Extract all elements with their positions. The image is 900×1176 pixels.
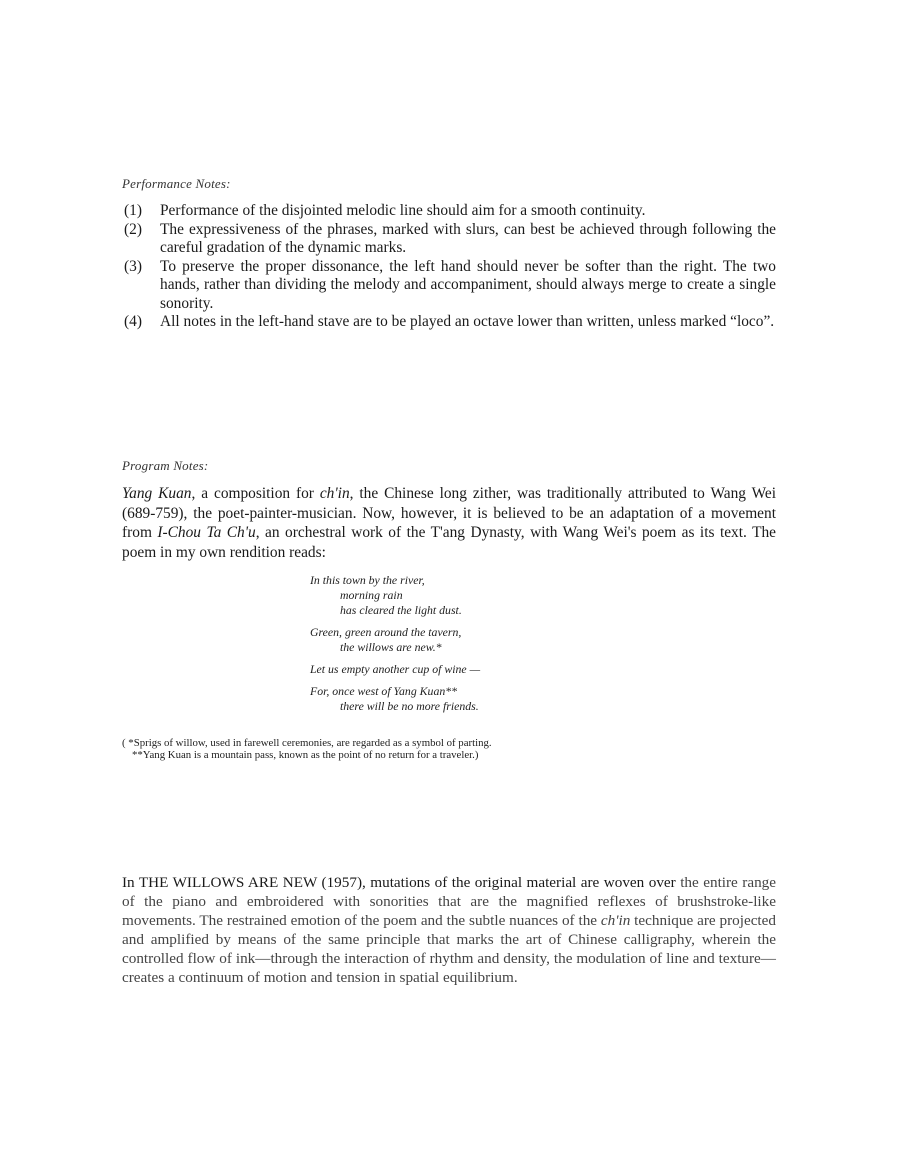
poem-line: Green, green around the tavern, bbox=[310, 625, 462, 639]
item-text: All notes in the left-hand stave are to be played an octave lower than written, unless marked “loco”. bbox=[160, 313, 775, 330]
item-number: (4) bbox=[124, 313, 142, 330]
footnote: ( *Sprigs of willow, used in farewell ceremonies, are regarded as a symbol of parting. bbox=[122, 737, 492, 749]
footnote: **Yang Kuan is a mountain pass, known as the point of no return for a traveler.) bbox=[132, 749, 479, 761]
poem-line: there will be no more friends. bbox=[340, 699, 479, 713]
program-notes-heading: Program Notes: bbox=[122, 458, 209, 473]
item-number: (1) bbox=[124, 202, 142, 219]
program-notes-paragraph bbox=[122, 484, 776, 562]
poem-line: In this town by the river, bbox=[310, 573, 425, 587]
item-text: The expressiveness of the phrases, marked with slurs, can best be achieved through following the careful gradation of the dynamic marks. bbox=[160, 220, 776, 256]
poem-stanza bbox=[310, 573, 630, 618]
footnotes bbox=[122, 737, 642, 761]
poem-stanza bbox=[310, 625, 630, 655]
poem-line: the willows are new.* bbox=[340, 640, 442, 654]
poem-stanza bbox=[310, 684, 630, 714]
item-number: (3) bbox=[124, 257, 142, 275]
poem-line: has cleared the light dust. bbox=[340, 603, 462, 617]
list-item bbox=[124, 313, 776, 332]
text-run: , an orchestral work of the T'ang Dynasty, with Wang Wei's poem as its text. The poem in my own rendition reads: bbox=[122, 524, 776, 561]
text-run: , the Chinese long zither, was traditionally attributed to Wang Wei (689-759), the poet-painter-musician. Now, however, it is believed to be an adaptation of a movement from bbox=[122, 485, 776, 541]
poem-stanza bbox=[310, 662, 630, 677]
list-item bbox=[124, 202, 776, 221]
item-text: Performance of the disjointed melodic line should aim for a smooth continuity. bbox=[160, 202, 646, 219]
title-i-chou-ta-chu: I-Chou Ta Ch'u bbox=[157, 524, 256, 541]
list-item bbox=[124, 221, 776, 258]
list-item bbox=[124, 258, 776, 314]
item-text: To preserve the proper dissonance, the left hand should never be softer than the right. The two hands, rather than dividing the melody and accompaniment, should always merge to create a single sonority. bbox=[160, 257, 776, 312]
poem-line: Let us empty another cup of wine — bbox=[310, 662, 481, 676]
poem-line: morning rain bbox=[340, 588, 403, 602]
text-run: , a composition for bbox=[191, 485, 320, 502]
essay-paragraph bbox=[122, 874, 776, 987]
performance-notes-list bbox=[124, 202, 776, 332]
poem bbox=[310, 573, 630, 721]
performance-notes-heading: Performance Notes: bbox=[122, 176, 231, 191]
item-number: (2) bbox=[124, 220, 142, 238]
term-chin: ch'in bbox=[319, 485, 350, 502]
poem-line: For, once west of Yang Kuan** bbox=[310, 684, 458, 698]
text-run: the entire range of the piano and embroidered with sonorities that are the magnified reflexes of brushstroke-like movements. The restrained emotion of the poem and the subtle nuances of the bbox=[122, 874, 777, 929]
term-chin: ch'in bbox=[600, 911, 631, 929]
essay-lead: In THE WILLOWS ARE NEW (1957), mutations of the original material are woven over bbox=[122, 874, 676, 891]
title-yang-kuan: Yang Kuan bbox=[122, 485, 192, 502]
text-run: technique are projected and amplified by means of the same principle that marks the art of Chinese calligraphy, wherein the controlled flow of ink—through the interaction of rhythm and density, the modulation of line and texture—creates a continuum of motion and tension in spatial equilibrium. bbox=[122, 911, 776, 986]
